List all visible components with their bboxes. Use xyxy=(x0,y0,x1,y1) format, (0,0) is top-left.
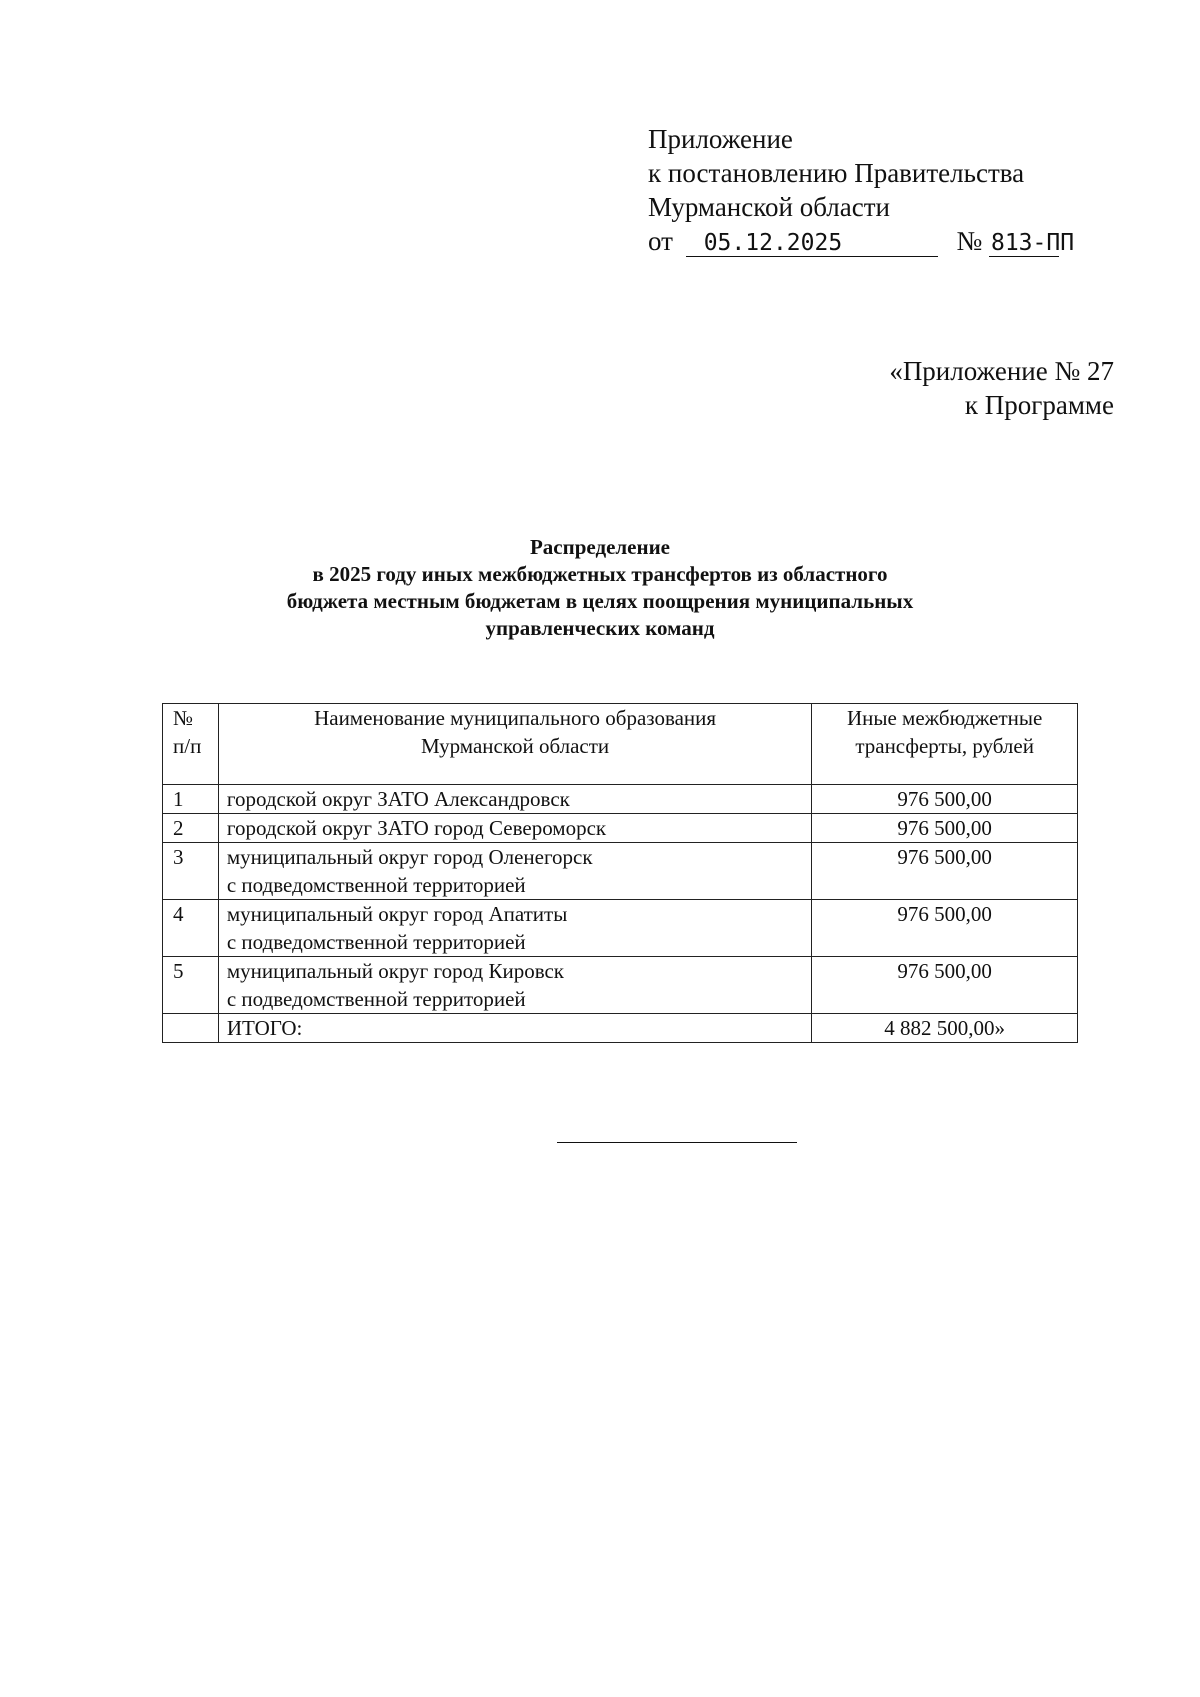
table-total-row xyxy=(163,1014,1078,1043)
row-name-line2: с подведомственной территорией xyxy=(226,930,526,954)
title-line2: в 2025 году иных межбюджетных трансфертов из областного xyxy=(312,562,888,586)
row-value: 976 500,00 xyxy=(812,785,1078,814)
row-value: 976 500,00 xyxy=(812,957,1078,1014)
row-num: 2 xyxy=(163,814,219,843)
row-name-line1: муниципальный округ город Апатиты xyxy=(226,902,568,926)
total-label: ИТОГО: xyxy=(218,1014,811,1043)
appendix-ref-line2: к Программе xyxy=(964,390,1114,420)
number-sign: № xyxy=(956,226,983,256)
table-row xyxy=(163,785,1078,814)
table-row xyxy=(163,900,1078,957)
row-name xyxy=(218,843,811,900)
row-num: 3 xyxy=(163,843,219,900)
appendix-reference xyxy=(889,354,1114,422)
closing-separator-line xyxy=(557,1142,797,1143)
header-name-line1: Наименование муниципального образования xyxy=(314,706,717,730)
row-value: 976 500,00 xyxy=(812,814,1078,843)
row-name-line1: муниципальный округ город Кировск xyxy=(226,959,565,983)
header-name xyxy=(218,704,811,785)
row-num: 1 xyxy=(163,785,219,814)
row-name-line1: городской округ ЗАТО Александровск xyxy=(226,787,570,811)
title-line3: бюджета местным бюджетам в целях поощрения муниципальных xyxy=(286,589,914,613)
header-num-line2: п/п xyxy=(173,734,202,758)
header-line-region: Мурманской области xyxy=(648,192,890,222)
row-value: 976 500,00 xyxy=(812,843,1078,900)
total-value: 4 882 500,00» xyxy=(812,1014,1078,1043)
title-line4: управленческих команд xyxy=(485,616,715,640)
header-name-line2: Мурманской области xyxy=(420,734,610,758)
table-row xyxy=(163,843,1078,900)
row-value: 976 500,00 xyxy=(812,900,1078,957)
header-value-line2: трансферты, рублей xyxy=(855,734,1034,758)
header-line-resolution: к постановлению Правительства xyxy=(648,158,1025,188)
header-line-appendix: Приложение xyxy=(648,124,793,154)
row-name-line2: с подведомственной территорией xyxy=(226,987,526,1011)
number-field: 813-ПП xyxy=(990,230,1075,256)
row-name-line1: муниципальный округ город Оленегорск xyxy=(226,845,593,869)
row-num: 4 xyxy=(163,900,219,957)
header-num-line1: № xyxy=(173,706,194,730)
distribution-table xyxy=(162,703,1078,1043)
row-name xyxy=(218,957,811,1014)
row-name xyxy=(218,785,811,814)
approval-header xyxy=(648,122,1108,258)
document-title xyxy=(150,534,1050,642)
header-value xyxy=(812,704,1078,785)
table-row xyxy=(163,957,1078,1014)
table-header-row xyxy=(163,704,1078,785)
date-prefix: от xyxy=(648,226,673,256)
total-num xyxy=(163,1014,219,1043)
row-num: 5 xyxy=(163,957,219,1014)
header-num xyxy=(163,704,219,785)
header-date-number-line xyxy=(648,224,1108,258)
header-value-line1: Иные межбюджетные xyxy=(846,706,1043,730)
row-name xyxy=(218,900,811,957)
title-line1: Распределение xyxy=(529,535,671,559)
date-field: 05.12.2025 xyxy=(686,230,938,257)
appendix-ref-line1: «Приложение № 27 xyxy=(889,356,1114,386)
table-row xyxy=(163,814,1078,843)
row-name xyxy=(218,814,811,843)
row-name-line1: городской округ ЗАТО город Североморск xyxy=(226,816,607,840)
row-name-line2: с подведомственной территорией xyxy=(226,873,526,897)
